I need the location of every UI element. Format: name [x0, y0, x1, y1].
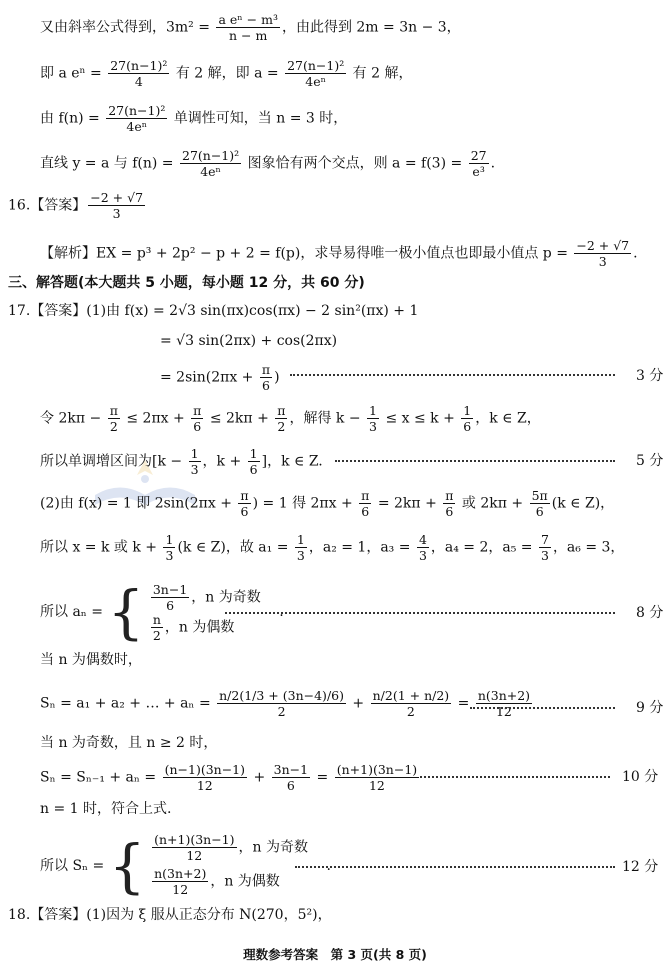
dot-leader [335, 460, 615, 462]
dot-leader [420, 776, 610, 778]
dot-leader [295, 866, 615, 868]
dot-leader [225, 612, 615, 614]
line-monotonic: 由 f(n) = $\frac{\text{27(n−1)²}}{\text{4eⁿ}}$ 单调性可知，当 n = 3 时， [40, 103, 348, 134]
line-n-even: 当 n 为偶数时， [40, 652, 142, 668]
line-sin-form: = 2sin(2πx + $\frac{\pi}{6}$ ) [160, 362, 280, 393]
line-simplify: = √3 sin(2πx) + cos(2πx) [160, 333, 338, 349]
line-inequality: 令 2kπ − $\frac{\pi}{2}$ ≤ 2πx + $\frac{\pi}{6}$ ≤ 2kπ + $\frac{\pi}{2}$ ，解得 k − $\frac{1}{3}$ ≤ x ≤ k + $\frac{1}{6}$ ，k ∈ Z， [40, 403, 541, 434]
line-n-odd: 当 n 为奇数，且 n ≥ 2 时， [40, 735, 218, 751]
dot-leader [290, 374, 615, 376]
line-sn-odd: Sₙ = Sₙ₋₁ + aₙ = $\frac{(n-1)(3n-1)}{12}$ + $\frac{3n-1}{6}$ = $\frac{(n+1)(3n-1)}{12}$ [40, 762, 418, 793]
score-9: 9 分 [636, 700, 664, 716]
line-n-equals-1: n = 1 时，符合上式. [40, 801, 172, 817]
line-an-piecewise: 所以 aₙ = { $\frac{3n-1}{6}$ ，n 为奇数 $\frac{n}{2}$ ，n 为偶数 . [40, 578, 284, 646]
score-12: 12 分 [622, 859, 659, 875]
answer-16: 16.【答案】 $\frac{-2 + √7}{3}$ [8, 190, 144, 221]
line-sn-piecewise: 所以 Sₙ = { $\frac{(n+1)(3n-1)}{12}$ ，n 为奇数 $\frac{n(3n+2)}{12}$ ，n 为偶数 . [40, 832, 331, 900]
score-3: 3 分 [636, 368, 664, 384]
line-sn-even: Sₙ = a₁ + a₂ + … + aₙ = $\frac{n/2(1/3 + (3n-4)/6)}{2}$ + $\frac{n/2(1 + n/2)}{2}$ = $\frac{n(3n+2)}{12}$ [40, 688, 531, 719]
answer-17-start: 17.【答案】(1)由 f(x) = 2√3 sin(πx)cos(πx) − 2 sin²(πx) + 1 [8, 303, 419, 319]
section-heading: 三、解答题(本大题共 5 小题，每小题 12 分，共 60 分) [8, 275, 365, 291]
page-footer: 理数参考答案 第 3 页(共 8 页) [243, 947, 427, 962]
score-5: 5 分 [636, 453, 664, 469]
score-10: 10 分 [622, 769, 659, 785]
line-slope-formula: 又由斜率公式得到，3m² = $\frac{\text{a eⁿ − m³}}{n - m}$ ，由此得到 2m = 3n − 3， [40, 12, 461, 43]
line-sequence-values: 所以 x = k 或 k + $\frac{1}{3}$ (k ∈ Z)，故 a₁ = $\frac{1}{3}$ ，a₂ = 1，a₃ = $\frac{4}{3}$ ，a₄ = 2，a₅ = $\frac{7}{3}$ ，a₆ = 3， [40, 532, 625, 563]
line-part2-solve: (2)由 f(x) = 1 即 2sin(2πx + $\frac{\pi}{6}$ ) = 1 得 2πx + $\frac{\pi}{6}$ = 2kπ + $\frac{\pi}{6}$ 或 2kπ + $\frac{5\pi}{6}$ (k ∈ Z)， [40, 488, 615, 519]
line-two-solutions: 即 a eⁿ = $\frac{\text{27(n−1)²}}{4}$ 有 2 解，即 a = $\frac{\text{27(n−1)²}}{\text{4eⁿ}}$ 有 2 解， [40, 58, 413, 89]
score-8: 8 分 [636, 605, 664, 621]
dot-leader [470, 707, 615, 709]
line-increasing-interval: 所以单调增区间为[k − $\frac{1}{3}$ ，k + $\frac{1}{6}$ ]，k ∈ Z. [40, 446, 323, 477]
analysis-16: 【解析】EX = p³ + 2p² − p + 2 = f(p)，求导易得唯一极小值点也即最小值点 p = $\frac{-2 + √7}{3}$ . [40, 238, 638, 269]
answer-18-start: 18.【答案】(1)因为 ξ 服从正态分布 N(270，5²)， [8, 907, 332, 923]
line-intersection: 直线 y = a 与 f(n) = $\frac{\text{27(n−1)²}}{\text{4eⁿ}}$ 图象恰有两个交点，则 a = f(3) = $\frac{27}{\text{e³}}$ . [40, 148, 496, 179]
